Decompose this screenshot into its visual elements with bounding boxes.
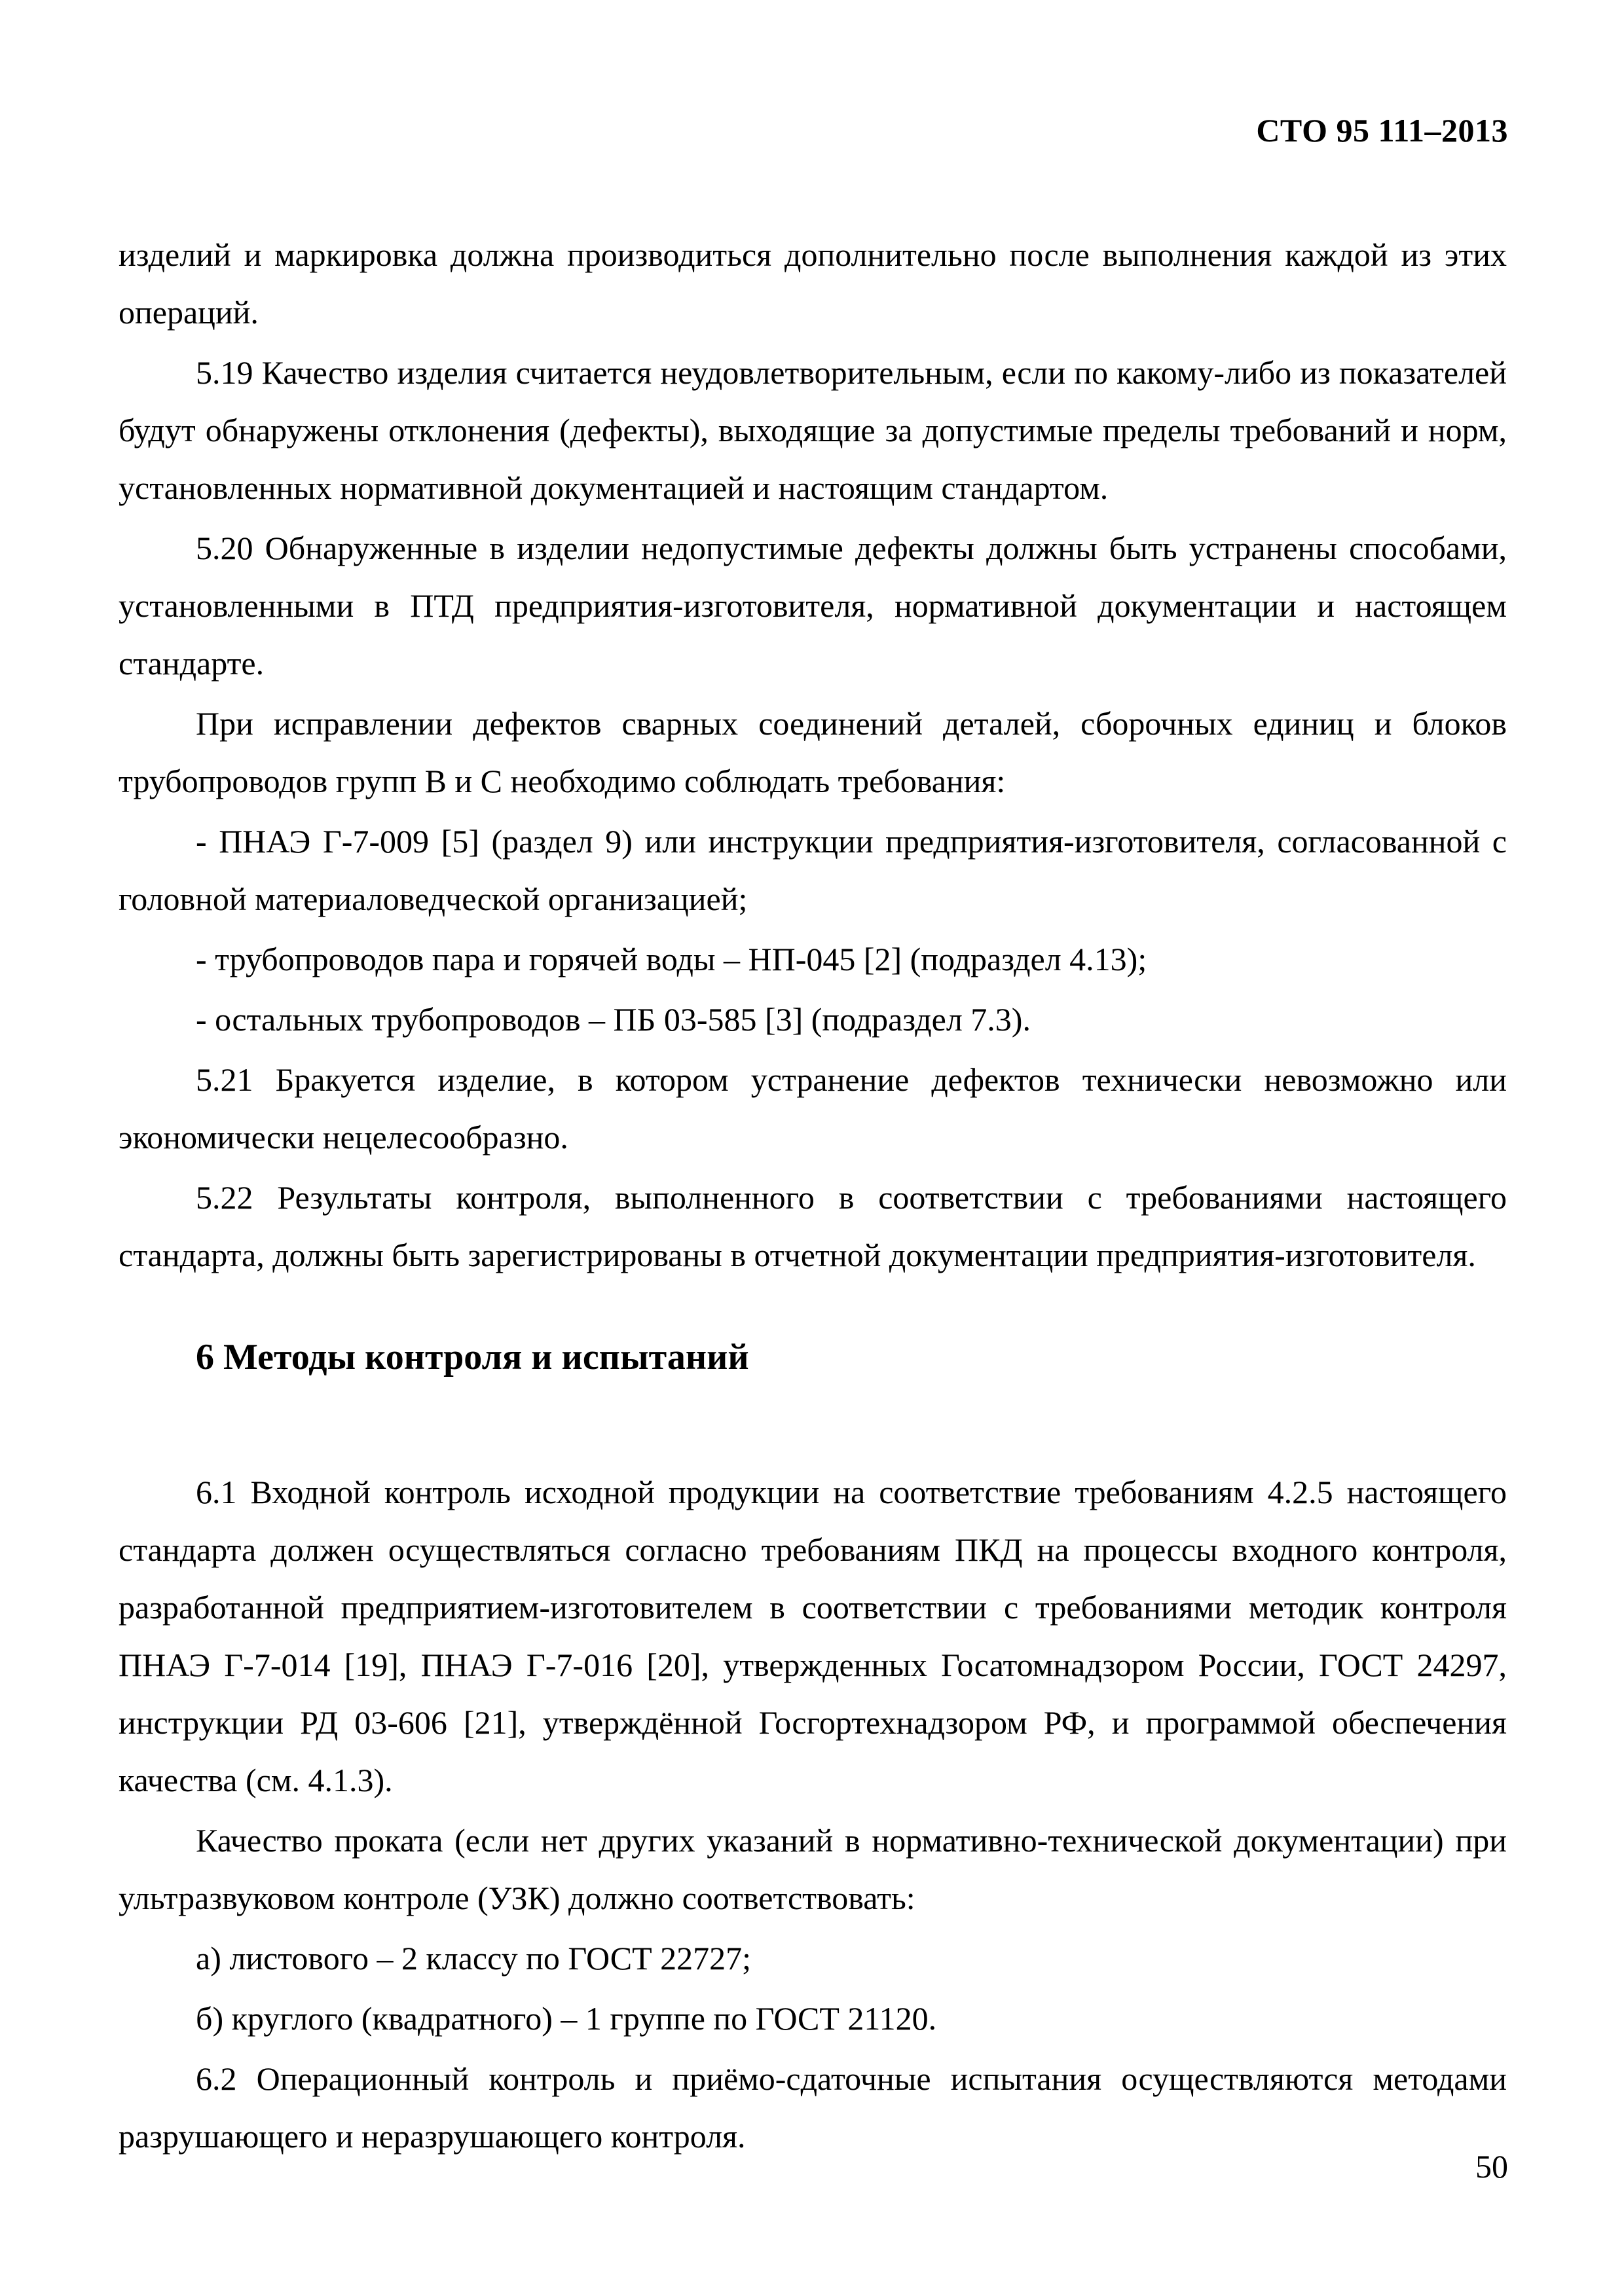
paragraph-continuation: изделий и маркировка должна производиться дополнительно после выполнения каждой из этих операций. [119,236,1507,331]
section-spacer [119,1386,1507,1463]
paragraph-6-1: 6.1 Входной контроль исходной продукции на соответствие требованиям 4.2.5 настоящего стандарта должен осуществляться согласно требованиям ПКД на процессы входного контроля, разработанной предприятием-изготовителем в соответствии с требованиями методик контроля ПНАЭ Г-7-014 [19], ПНАЭ Г-7-016 [20], утвержденных Госатомнадзором России, ГОСТ 24297, инструкции РД 03-606 [21], утверждённой Госгортехнадзором РФ, и программой обеспечения качества (см. 4.1.3). [119,1474,1507,1798]
list-item-other-pipes: - остальных трубопроводов – ПБ 03-585 [3] (подраздел 7.3). [196,1001,1031,1038]
document-body [119,226,1507,2168]
list-item-round: б) круглого (квадратного) – 1 группе по ГОСТ 21120. [196,2000,937,2037]
paragraph-6-2: 6.2 Операционный контроль и приёмо-сдаточные испытания осуществляются методами разрушающего и неразрушающего контроля. [119,2060,1507,2155]
paragraph-5-22: 5.22 Результаты контроля, выполненного в соответствии с требованиями настоящего стандарта, должны быть зарегистрированы в отчетной документации предприятия-изготовителя. [119,1179,1507,1273]
paragraph-rolled-quality: Качество проката (если нет других указаний в нормативно-технической документации) при ультразвуковом контроле (УЗК) должно соответствовать: [119,1822,1507,1916]
list-item-pnae: - ПНАЭ Г-7-009 [5] (раздел 9) или инструкции предприятия-изготовителя, согласованной с головной материаловедческой организацией; [119,823,1507,917]
paragraph-defect-repair: При исправлении дефектов сварных соединений деталей, сборочных единиц и блоков трубопроводов групп В и С необходимо соблюдать требования: [119,705,1507,799]
page-number: 50 [1475,2148,1508,2185]
document-code-header: СТО 95 111–2013 [1256,112,1508,149]
list-item-steam-pipes: - трубопроводов пара и горячей воды – НП-045 [2] (подраздел 4.13); [196,941,1147,977]
paragraph-5-20: 5.20 Обнаруженные в изделии недопустимые дефекты должны быть устранены способами, установленными в ПТД предприятия-изготовителя, нормативной документации и настоящем стандарте. [119,530,1507,682]
paragraph-5-19: 5.19 Качество изделия считается неудовлетворительным, если по какому-либо из показателей будут обнаружены отклонения (дефекты), выходящие за допустимые пределы требований и норм, установленных нормативной документацией и настоящим стандартом. [119,354,1507,506]
list-item-sheet: а) листового – 2 классу по ГОСТ 22727; [196,1940,752,1977]
section-title: 6 Методы контроля и испытаний [196,1337,749,1377]
paragraph-5-21: 5.21 Бракуется изделие, в котором устранение дефектов технически невозможно или экономически нецелесообразно. [119,1061,1507,1156]
